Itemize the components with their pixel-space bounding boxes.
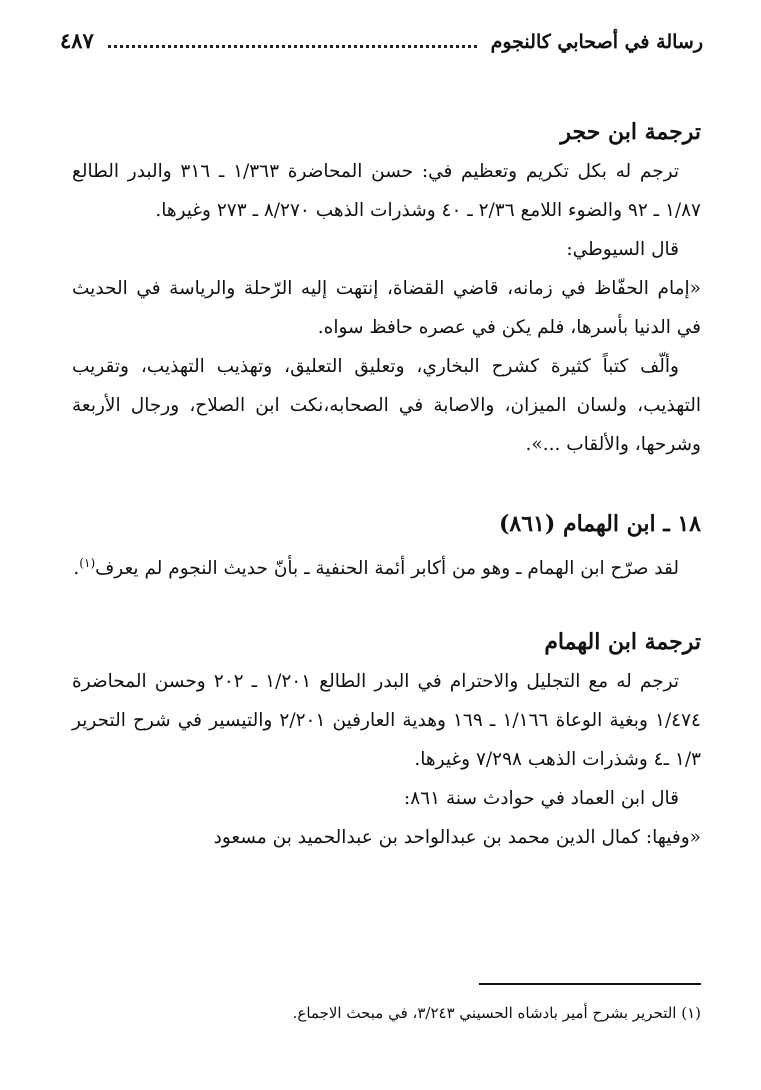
page-body: [72, 112, 701, 857]
section-heading-ibn-hajar: ترجمة ابن حجر: [560, 119, 701, 145]
footnote-rule: [479, 983, 701, 985]
paragraph-quote-start: «إمام الحفّاظ في زمانه، قاضي القضاة، إنتهت إليه الرّحلة والرياسة في الحديث في الدنيا بأسرها، فلم يكن في عصره حافظ سواه.: [72, 278, 701, 338]
paragraph-ibn-humam-claim: [72, 544, 701, 588]
spacer: [72, 464, 701, 504]
paragraph-ibn-humam-sources: ترجم له مع التجليل والاحترام في البدر الطالع ١/٢٠١ ـ ٢٠٢ وحسن المحاضرة ١/٤٧٤ وبغية الوعاة ١/١٦٦ ـ ١٦٩ وهدية العارفين ٢/٢٠١ والتيسير في شرح التحرير ١/٣ ـ٤ وشذرات الذهب ٧/٢٩٨ وغيرها.: [72, 671, 701, 771]
section-heading-ibn-humam: ١٨ ـ ابن الهمام (٨٦١): [499, 511, 701, 537]
spacer: [72, 588, 701, 622]
paragraph-ibn-imad-intro: قال ابن العماد في حوادث سنة ٨٦١:: [404, 788, 679, 810]
footnote: (١) التحرير بشرح أمير بادشاه الحسيني ٣/٢٤٣، في مبحث الاجماع.: [292, 1004, 701, 1022]
paragraph-bio-sources: ترجم له بكل تكريم وتعظيم في: حسن المحاضرة ١/٣٦٣ ـ ٣١٦ والبدر الطالع ١/٨٧ ـ ٩٢ والضوء اللامع ٢/٣٦ ـ ٤٠ وشذرات الذهب ٨/٢٧٠ ـ ٢٧٣ وغيرها.: [72, 161, 701, 221]
claim-text: لقد صرّح ابن الهمام ـ وهو من أكابر أئمة الحنفية ـ بأنّ حديث النجوم لم يعرف: [95, 558, 679, 580]
footnote-marker[interactable]: (١): [79, 556, 96, 570]
claim-end: .: [73, 558, 80, 580]
leader-dots: [108, 33, 477, 48]
page-number: ٤٨٧: [60, 28, 94, 53]
section-heading-tarjama-ibn-humam: ترجمة ابن الهمام: [544, 629, 701, 656]
paragraph-ibn-imad-quote: «وفيها: كمال الدين محمد بن عبدالواحد بن عبدالحميد بن مسعود: [213, 827, 701, 849]
paragraph-suyuti-intro: قال السيوطي:: [566, 239, 679, 260]
paragraph-works: وألّف كتباً كثيرة كشرح البخاري، وتعليق التعليق، وتهذيب التهذيب، وتقريب التهذيب، ولسان الميزان، والاصابة في الصحابه،نكت ابن الصلاح، ورجال الأربعة وشرحها، والألقاب ...».: [72, 356, 701, 455]
running-header: [60, 28, 703, 62]
running-title: رسالة في أصحابي كالنجوم: [490, 31, 703, 53]
